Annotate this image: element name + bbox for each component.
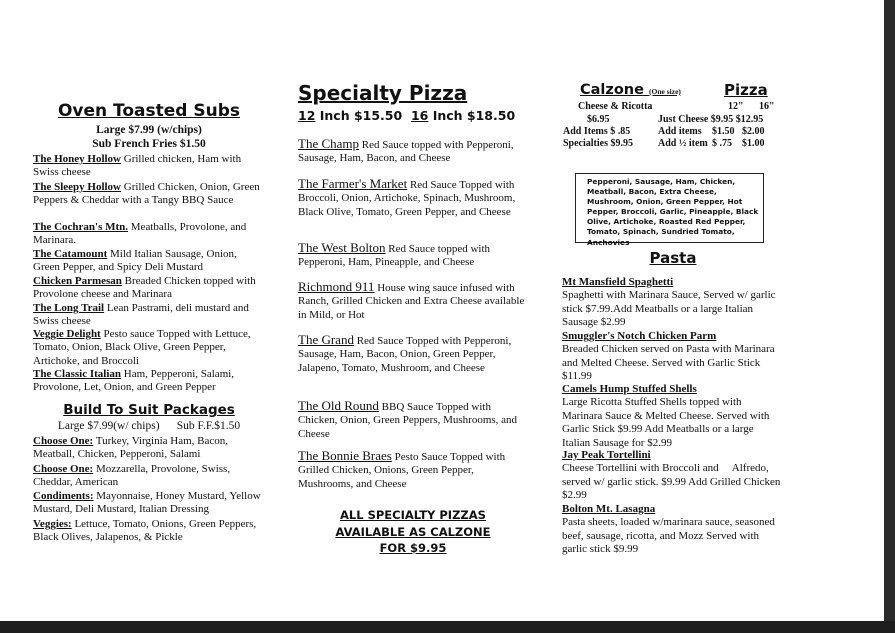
- specialty-item: [298, 449, 528, 491]
- scan-edge-right: [884, 0, 895, 633]
- sub-name: The Honey Hollow: [33, 153, 122, 165]
- size-12-price: Inch $15.50: [315, 108, 403, 123]
- pizza-row-16: $1.00: [742, 138, 765, 149]
- pasta-name: Camels Hump Stuffed Shells: [562, 383, 697, 395]
- pizza-row: [658, 114, 763, 126]
- sub-desc: Pesto sauce Topped with Lettuce, Tomato, Onion, Black Olive, Green Pepper, Artichoke, and Broccoli: [33, 328, 251, 367]
- pasta-item: [562, 503, 784, 557]
- sub-desc: Breaded Chicken topped with Provolone cheese and Marinara: [33, 275, 256, 301]
- pizza-row-16: $12.95: [735, 114, 764, 125]
- sub-item: [33, 153, 265, 180]
- build-label: Choose One:: [33, 463, 94, 475]
- size-16: 16: [410, 108, 429, 123]
- sub-desc: Grilled chicken, Ham with Swiss cheese: [33, 153, 242, 179]
- sub-item: [33, 368, 265, 395]
- size-16-price: Inch $18.50: [428, 108, 516, 123]
- sub-item: [33, 328, 265, 368]
- build-label: Condiments:: [33, 490, 94, 502]
- toppings-box: [575, 173, 764, 247]
- specialty-name: Richmond 911: [298, 279, 375, 294]
- specialty-name: The Bonnie Braes: [298, 448, 392, 463]
- sub-desc: Ham, Pepperoni, Salami, Provolone, Let, Onion, and Green Pepper: [33, 368, 235, 394]
- specialty-name: The West Bolton: [298, 240, 386, 255]
- pasta-name: Mt Mansfield Spaghetti: [562, 276, 674, 288]
- pasta-item: [562, 276, 784, 330]
- build-group: [33, 435, 265, 462]
- calzone-add-items: Add Items $ .85: [563, 126, 631, 137]
- subs-fries-price: Sub French Fries $1.50: [92, 138, 206, 150]
- sub-item: [33, 302, 265, 329]
- calzone-base: Cheese & Ricotta: [578, 101, 653, 112]
- specialty-desc: Red Sauce topped with Pepperoni, Sausage, Ham, Bacon, and Cheese: [298, 139, 514, 165]
- build-text: Lettuce, Tomato, Onions, Green Peppers, Black Olives, Jalapenos, & Pickle: [33, 518, 257, 544]
- pasta-name: Smuggler's Notch Chicken Parm: [562, 330, 717, 342]
- sub-item: [33, 181, 265, 208]
- specialty-item: [298, 333, 528, 375]
- specialty-desc: Pesto Sauce Topped with Grilled Chicken, Onions, Green Pepper, Mushrooms, and Cheese: [298, 451, 506, 490]
- pasta-desc: Large Ricotta Stuffed Shells topped with Marinara Sauce & Melted Cheese. Served with Garlic Stick $9.99 Add Meatballs or a large Italian Sausage for $2.99: [562, 396, 770, 449]
- pizza-row: [658, 126, 765, 138]
- pasta-name: Bolton Mt. Lasagna: [562, 503, 656, 515]
- sub-desc: Mild Italian Sausage, Onion, Green Pepper, and Spicy Deli Mustard: [33, 248, 237, 274]
- specialty-desc: House wing sauce infused with Ranch, Grilled Chicken and Extra Cheese available in Mild, or Hot: [298, 282, 525, 321]
- pizza-col-12: 12": [728, 101, 744, 112]
- build-text: Mozzarella, Provolone, Swiss, Cheddar, American: [33, 463, 231, 489]
- calzone-title: [580, 81, 681, 101]
- sub-name: The Long Trail: [33, 302, 105, 314]
- sub-name: The Sleepy Hollow: [33, 181, 122, 193]
- specialty-desc: BBQ Sauce Topped with Chicken, Onion, Green Peppers, Mushrooms, and Cheese: [298, 401, 518, 440]
- scan-edge-bottom: [0, 621, 895, 633]
- size-12: 12: [298, 108, 316, 123]
- subs-title: Oven Toasted Subs: [57, 101, 241, 121]
- specialty-name: The Farmer's Market: [298, 176, 408, 191]
- specialty-item: [298, 280, 528, 322]
- specialty-name: The Champ: [298, 136, 360, 151]
- build-group: [33, 518, 265, 545]
- build-group: [33, 490, 265, 517]
- specialty-desc: Red Sauce Topped with Pepperoni, Sausage, Ham, Bacon, Onion, Green Pepper, Jalapeno, Tomato, Mushroom, and Cheese: [298, 335, 512, 374]
- pizza-row-12: $9.95: [710, 114, 734, 125]
- sub-item: [33, 275, 265, 302]
- pasta-desc: Cheese Tortellini with Broccoli and Alfredo, served w/ garlic stick. $9.99 Add Grilled Chicken $2.99: [562, 462, 784, 502]
- specialty-item: [298, 137, 528, 166]
- calzone-note-line-2: AVAILABLE AS CALZONE: [335, 524, 491, 539]
- calzone-size-note: (One size): [649, 87, 681, 96]
- pizza-col-16: 16": [759, 101, 775, 112]
- calzone-base-price: $6.95: [587, 114, 610, 125]
- build-title: Build To Suit Packages: [63, 402, 235, 418]
- subs-large-price: Large $7.99 (w/chips): [96, 124, 202, 136]
- sub-name: The Catamount: [33, 248, 108, 260]
- calzone-note-line-3: FOR $9.95: [379, 541, 447, 555]
- calzone-specialties: Specialties $9.95: [563, 138, 633, 149]
- pizza-row: [658, 138, 765, 150]
- build-text: Turkey, Virginia Ham, Bacon, Meatball, Chicken, Pepperoni, Salami: [33, 435, 229, 461]
- sub-name: Chicken Parmesan: [33, 275, 122, 287]
- specialty-title: Specialty Pizza: [298, 81, 468, 105]
- pizza-row-label: Add items: [658, 126, 702, 137]
- pizza-row-label: Just Cheese: [658, 114, 709, 125]
- pasta-item: [562, 449, 784, 503]
- specialty-desc: Red Sauce topped with Pepperoni, Ham, Pineapple, and Cheese: [298, 243, 491, 269]
- toppings-list: Pepperoni, Sausage, Ham, Chicken, Meatball, Bacon, Extra Cheese, Mushroom, Onion, Green Pepper, Hot Pepper, Broccoli, Garlic, Pineapple, Black Olive, Artichoke, Roasted Red Pepper, Tomato, Spinach, Sundried Tomato, Anchovies: [587, 177, 759, 247]
- specialty-sizes: [298, 108, 528, 124]
- build-label: Choose One:: [33, 435, 94, 447]
- pasta-item: [562, 330, 784, 384]
- pizza-title: Pizza: [724, 81, 768, 99]
- pasta-desc: Spaghetti with Marinara Sauce, Served w/ garlic stick $7.99.Add Meatballs or a large Italian Sausage $2.99: [562, 289, 776, 329]
- specialty-name: The Old Round: [298, 398, 379, 413]
- pizza-row-12: $ .75: [712, 138, 732, 149]
- sub-desc: Lean Pastrami, deli mustard and Swiss cheese: [33, 302, 249, 328]
- build-label: Veggies:: [33, 518, 72, 530]
- sub-item: [33, 221, 265, 248]
- sub-name: Veggie Delight: [33, 328, 101, 340]
- specialty-desc: Red Sauce Topped with Broccoli, Onion, Artichoke, Spinach, Mushroom, Black Olive, Tomato, Green Pepper, and Cheese: [298, 179, 516, 218]
- sub-item: [33, 248, 265, 275]
- pizza-row-label: Add ½ item: [658, 138, 708, 149]
- pasta-name: Jay Peak Tortellini: [562, 449, 651, 461]
- pizza-row-12: $1.50: [712, 126, 735, 137]
- calzone-note: [298, 507, 528, 557]
- specialty-item: [298, 241, 528, 270]
- specialty-item: [298, 399, 528, 441]
- sub-name: The Classic Italian: [33, 368, 122, 380]
- pasta-desc: Pasta sheets, loaded w/marinara sauce, seasoned beef, sausage, ricotta, and Mozz Served with garlic stick $9.99: [562, 516, 775, 556]
- pasta-desc: Breaded Chicken served on Pasta with Marinara and Melted Cheese. Served with Garlic Stick $11.99: [562, 343, 775, 383]
- sub-desc: Grilled Chicken, Onion, Green Peppers & Cheddar with a Tangy BBQ Sauce: [33, 181, 260, 207]
- build-prices: Large $7.99(w/ chips) Sub F.F.$1.50: [57, 420, 241, 432]
- pizza-row-16: $2.00: [742, 126, 765, 137]
- pasta-title: Pasta: [649, 249, 697, 267]
- specialty-name: The Grand: [298, 332, 354, 347]
- build-text: Mayonnaise, Honey Mustard, Yellow Mustard, Deli Mustard, Italian Dressing: [33, 490, 261, 516]
- calzone-note-line-1: ALL SPECIALTY PIZZAS: [340, 508, 486, 522]
- sub-name: The Cochran's Mtn.: [33, 221, 129, 233]
- build-group: [33, 463, 265, 490]
- pasta-item: [562, 383, 784, 450]
- calzone-title-text: Calzone: [580, 82, 644, 98]
- sub-desc: Meatballs, Provolone, and Marinara.: [33, 221, 247, 247]
- specialty-item: [298, 177, 528, 219]
